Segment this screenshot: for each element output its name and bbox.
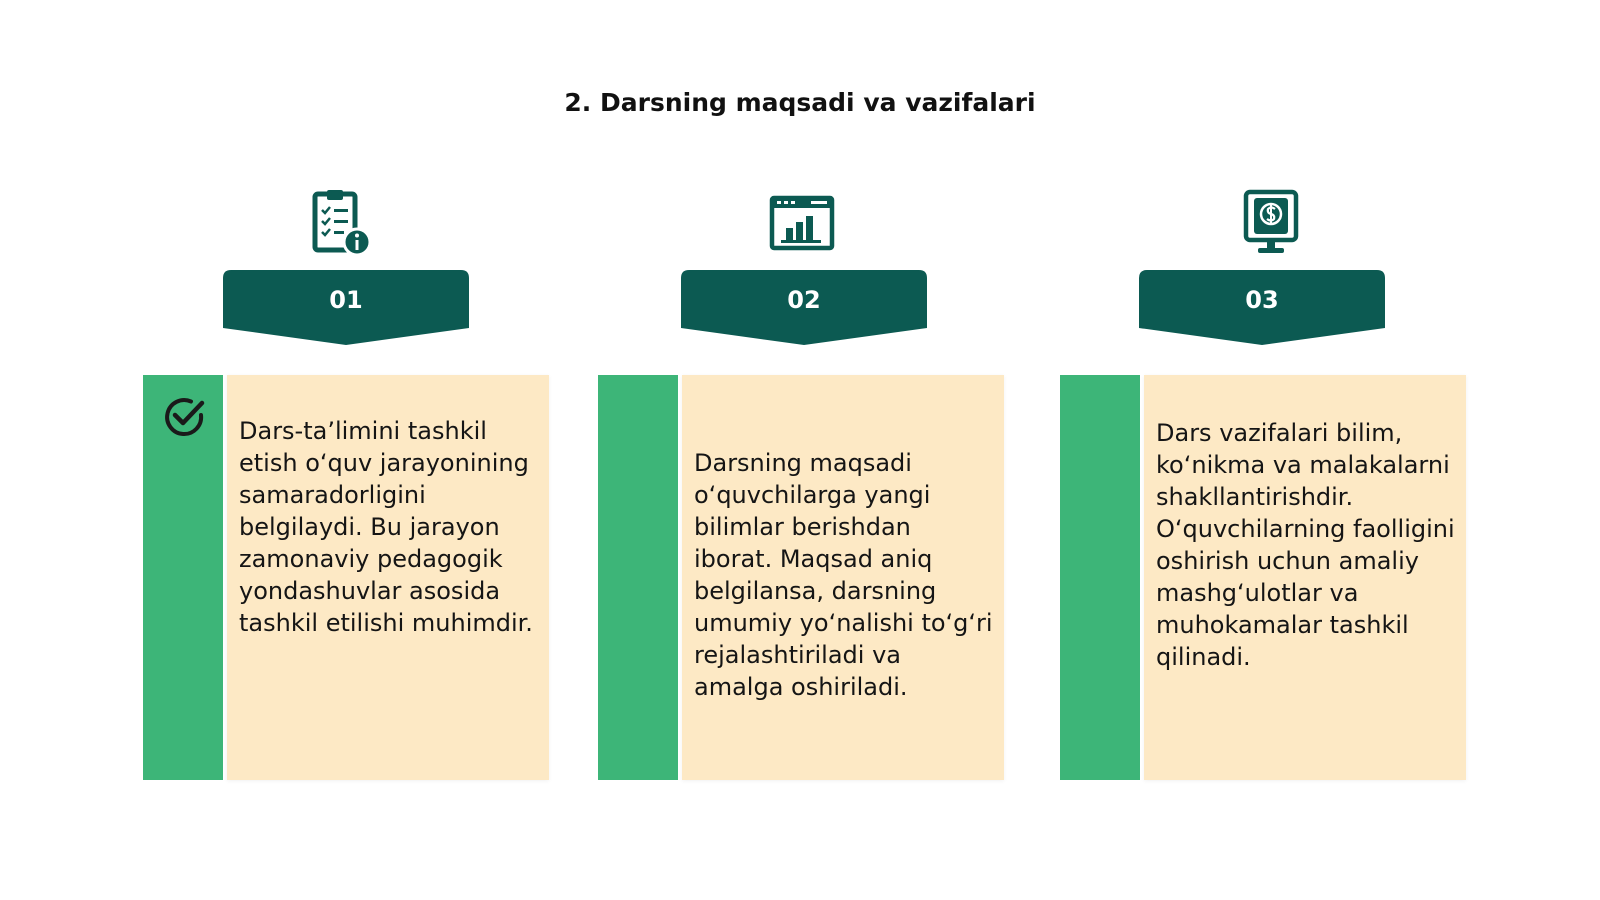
number-label: 02 <box>787 286 821 314</box>
goal-card-3 <box>1060 375 1466 780</box>
card-stripe <box>1060 375 1140 780</box>
number-badge-3 <box>1139 270 1385 346</box>
number-label: 03 <box>1245 286 1279 314</box>
card-text: Dars-ta’limini tashkil etish o‘quv jarayonining samaradorligini belgilaydi. Bu jarayon zamonaviy pedagogik yondashuvlar asosida tashkil etilishi muhimdir. <box>239 417 533 637</box>
check-circle-icon <box>161 393 209 441</box>
monitor-dollar-icon <box>1236 188 1308 260</box>
goal-card-1 <box>143 375 549 780</box>
number-badge-1 <box>223 270 469 346</box>
card-text: Dars vazifalari bilim, ko‘nikma va malakalarni shakllantirishdir. O‘quvchilarning faolligini oshirish uchun amaliy mashg‘ulotlar va muhokamalar tashkil qilinadi. <box>1156 419 1455 671</box>
card-text: Darsning maqsadi o‘quvchilarga yangi bilimlar berishdan iborat. Maqsad aniq belgilansa, darsning umumiy yo‘nalishi to‘g‘ri rejalashtiriladi va amalga oshiriladi. <box>694 449 993 701</box>
number-badge-2 <box>681 270 927 346</box>
goal-column-1 <box>143 0 563 900</box>
slide-title: 2. Darsning maqsadi va vazifalari <box>564 88 1036 117</box>
browser-bar-chart-icon <box>766 188 838 260</box>
clipboard-checklist-info-icon <box>305 188 377 260</box>
goal-card-2 <box>598 375 1004 780</box>
number-label: 01 <box>329 286 363 314</box>
goal-column-2 <box>598 0 1018 900</box>
goal-column-3 <box>1060 0 1480 900</box>
card-stripe <box>598 375 678 780</box>
